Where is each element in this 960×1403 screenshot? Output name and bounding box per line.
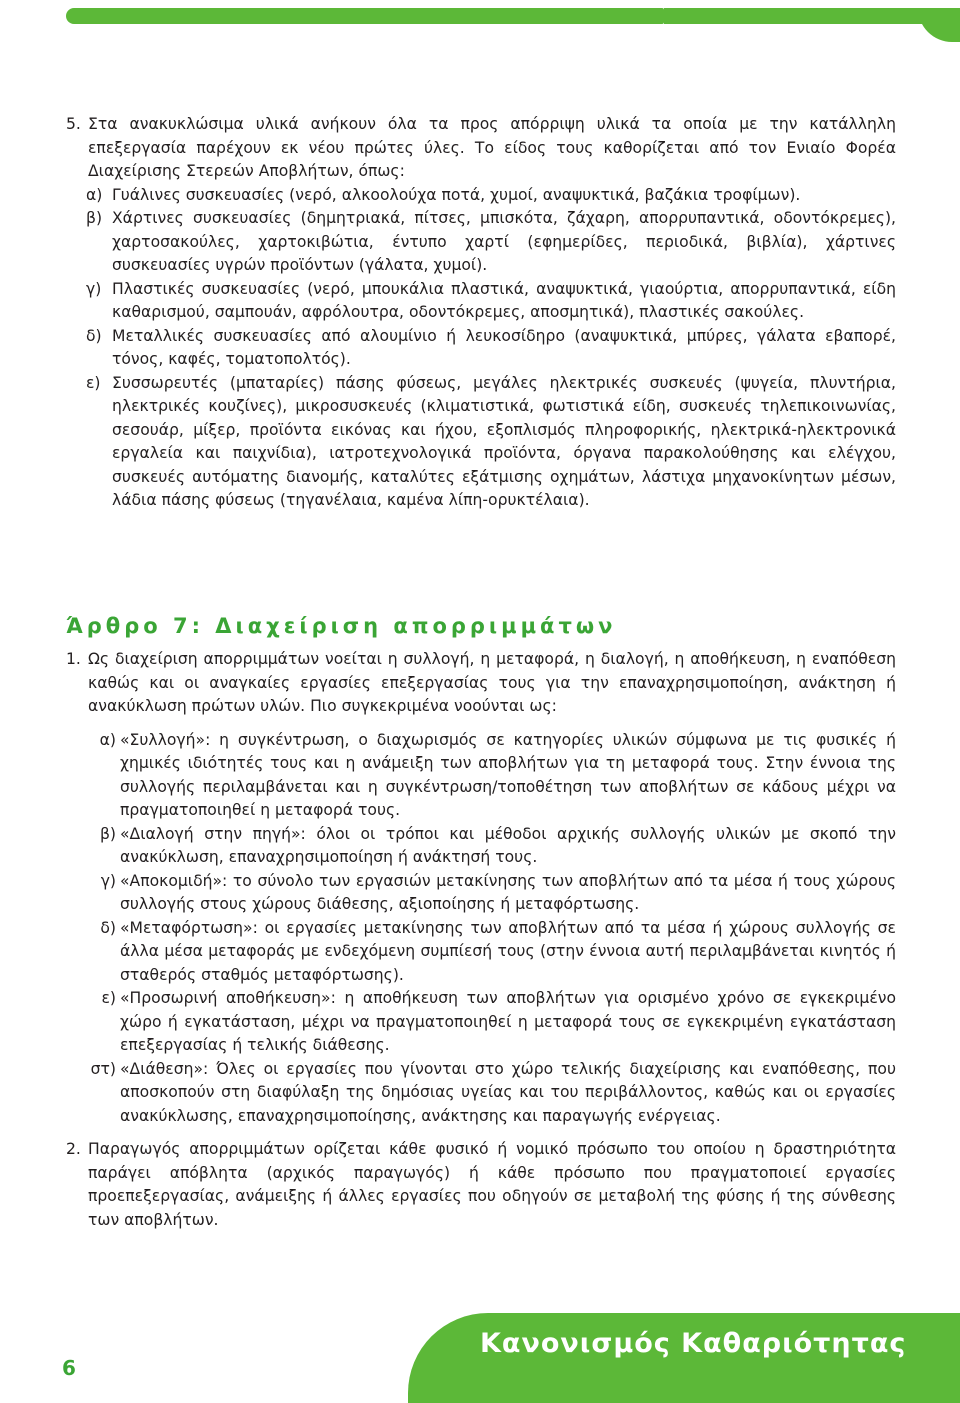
list-item (86, 325, 896, 372)
top-green-band (66, 8, 664, 24)
paragraph-2 (66, 1138, 896, 1232)
list-item-label: α) (86, 185, 103, 204)
list-item-text: Γυάλινες συσκευασίες (νερό, αλκοολούχα ποτά, χυμοί, αναψυκτικά, βαζάκια τροφίμων). (112, 185, 801, 204)
article-7 (66, 614, 896, 1232)
definition-label: γ) (100, 871, 116, 890)
list-item-label: γ) (86, 279, 102, 298)
list-item (86, 207, 896, 278)
list-item-label: ε) (86, 373, 101, 392)
definition-label: α) (99, 730, 116, 749)
top-green-band-corner (664, 8, 960, 24)
definition-text: «Διάθεση»: Όλες οι εργασίες που γίνονται στο χώρο τελικής διαχείρισης και εναπόθεσης, που αποσκοπούν στη διαφύλαξη της δημόσιας υγείας και του περιβάλλοντος, καθώς και οι εργασίες ανακύκλωσης, επαναχρησιμοποίησης, ανάκτησης και παραγωγής ενέργειας. (120, 1059, 896, 1125)
list-item-text: Συσσωρευτές (μπαταρίες) πάσης φύσεως, μεγάλες ηλεκτρικές συσκευές (ψυγεία, πλυντήρια, ηλεκτρικές κουζίνες), μικροσυσκευές (κλιματιστικά, φωτιστικά είδη, συσκευές τηλεπικοινωνίας, σεσουάρ, μίξερ, προϊόντα εικόνας και ήχου, εξοπλισμός πληροφορικής, ηλεκτρικά-ηλεκτρονικά εργαλεία και παιχνίδια), ιατροτεχνολογικά προϊόντα, όργανα παρακολούθησης και ελέγχου, συσκευές αυτόματης διανομής, καταλύτες εξάτμισης οχημάτων, λάστιχα μηχανοκίνητων μέσων, λάδια πάσης φύσεως (τηγανέλαια, καμένα λίπη-ορυκτέλαια). (112, 373, 896, 509)
definition-item (86, 870, 896, 917)
paragraph-5 (66, 113, 896, 184)
paragraph-number: 2. (66, 1140, 81, 1158)
definition-label: δ) (100, 918, 116, 937)
definition-text: «Προσωρινή αποθήκευση»: η αποθήκευση των αποβλήτων για ορισμένο χρόνο σε εγκεκριμένο χώρο ή εγκατάσταση, μέχρι να πραγματοποιηθεί η μεταφορά τους σε εγκεκριμένη εγκατάσταση επεξεργασίας ή τελικής διάθεσης. (120, 989, 896, 1054)
section-5 (66, 113, 896, 513)
definition-item (86, 1058, 896, 1129)
definition-label: β) (99, 824, 116, 843)
list-item-text: Πλαστικές συσκευασίες (νερό, μπουκάλια πλαστικά, αναψυκτικά, γιαούρτια, απορρυπαντικά, είδη καθαρισμού, σαμπουάν, αφρόλουτρα, οδοντόκρεμες, αποσμητικά), πλαστικές σακούλες. (112, 279, 896, 321)
footer-title: Κανονισμός Καθαριότητας (480, 1328, 907, 1359)
list-item (86, 372, 896, 513)
definition-item (86, 987, 896, 1058)
list-item-text: Μεταλλικές συσκευασίες από αλουμίνιο ή λευκοσίδηρο (αναψυκτικά, μπύρες, γάλατα εβαπορέ, τόνος, καφές, τοματοπολτός). (112, 326, 896, 368)
definition-text: «Διαλογή στην πηγή»: όλοι οι τρόποι και μέθοδοι αρχικής συλλογής υλικών με σκοπό την ανακύκλωση, επαναχρησιμοποίηση ή ανάκτησή τους. (120, 824, 896, 866)
spacer (66, 1128, 896, 1138)
paragraph-text: Ως διαχείριση απορριμμάτων νοείται η συλλογή, η μεταφορά, η διαλογή, η αποθήκευση, η εναπόθεση καθώς και οι αναγκαίες εργασίες επεξεργασίας τους για την επαναχρησιμοποίηση, ανάκτηση ή ανακύκλωση πρώτων υλών. Πιο συγκεκριμένα νοούνται ως: (88, 650, 896, 715)
list-item (86, 184, 896, 208)
paragraph-text: Στα ανακυκλώσιμα υλικά ανήκουν όλα τα προς απόρριψη υλικά τα οποία με την κατάλληλη επεξεργασία παρέχουν εκ νέου πρώτες ύλες. Το είδος τους καθορίζεται από τον Ενιαίο Φορέα Διαχείρισης Στερεών Αποβλήτων, όπως: (88, 115, 896, 180)
paragraph-number: 5. (66, 115, 81, 133)
list-item (86, 278, 896, 325)
paragraph-text: Παραγωγός απορριμμάτων ορίζεται κάθε φυσικό ή νομικό πρόσωπο του οποίου η δραστηριότητα παράγει απόβλητα (αρχικός παραγωγός) ή κάθε πρόσωπο που πραγματοποιεί εργασίες προεπεξεργασίας, ανάμειξης ή άλλες εργασίες που οδηγούν σε μεταβολή της φύσης ή της σύνθεσης των αποβλήτων. (88, 1140, 896, 1229)
definition-text: «Συλλογή»: η συγκέντρωση, ο διαχωρισμός σε κατηγορίες υλικών σύμφωνα με τις φυσικές ή χημικές ιδιότητές τους και η ανάμειξη των αποβλήτων για τη μεταφορά τους. Στην έννοια της συλλογής περιλαμβάνεται και η συγκέντρωση/τοποθέτηση των αποβλήτων σε κάδους μέχρι να πραγματοποιηθεί η μεταφορά τους. (120, 730, 896, 819)
definition-label: ε) (101, 989, 116, 1007)
list-item-label: β) (86, 209, 103, 227)
article-body (66, 648, 896, 1232)
article-heading: Άρθρο 7: Διαχείριση απορριμμάτων (66, 614, 617, 638)
definition-item (86, 729, 896, 823)
list-item-text: Χάρτινες συσκευασίες (δημητριακά, πίτσες, μπισκότα, ζάχαρη, απορρυπαντικά, οδοντόκρεμες), χαρτοσακούλες, χαρτοκιβώτια, έντυπο χαρτί (εφημερίδες, περιοδικά, βιβλία), χάρτινες συσκευασίες υγρών προϊόντων (γάλατα, χυμοί). (112, 209, 896, 274)
definition-item (86, 917, 896, 988)
definition-item (86, 823, 896, 870)
spacer (66, 719, 896, 729)
paragraph-1 (66, 648, 896, 719)
page-number: 6 (62, 1356, 76, 1380)
list-item-label: δ) (86, 326, 102, 345)
paragraph-number: 1. (66, 650, 81, 668)
definition-text: «Μεταφόρτωση»: οι εργασίες μετακίνησης των αποβλήτων από τα μέσα ή χώρους συλλογής σε άλλα μέσα μεταφοράς με ενδεχόμενη συμπίεσή τους (στην έννοια αυτή περιλαμβάνεται κινητός ή σταθερός σταθμός μεταφόρτωσης). (120, 918, 896, 984)
definition-text: «Αποκομιδή»: το σύνολο των εργασιών μετακίνησης των αποβλήτων από τα μέσα ή τους χώρους συλλογής στους χώρους διάθεσης, αξιοποίησης ή μεταφόρτωσης. (120, 871, 896, 913)
definition-label: στ) (90, 1059, 116, 1078)
